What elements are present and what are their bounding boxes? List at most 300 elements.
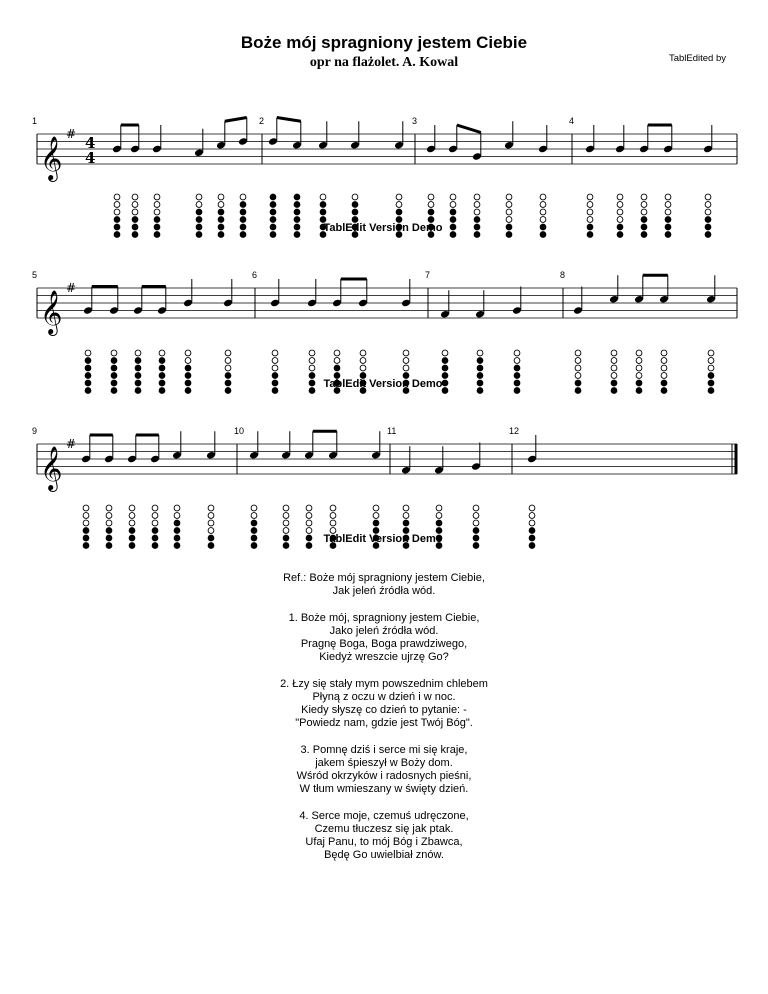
fingering-hole xyxy=(270,202,276,208)
fingering-hole xyxy=(477,350,483,356)
fingering-hole xyxy=(111,365,117,371)
fingering-hole xyxy=(251,505,257,511)
fingering-hole xyxy=(396,202,402,208)
fingering-hole xyxy=(320,209,326,215)
fingering-hole xyxy=(240,232,246,238)
fingering-hole xyxy=(218,202,224,208)
note-beam xyxy=(457,125,481,133)
fingering-hole xyxy=(705,202,711,208)
fingering-hole xyxy=(506,232,512,238)
fingering-hole xyxy=(225,373,231,379)
fingering-hole xyxy=(272,350,278,356)
fingering-hole xyxy=(111,380,117,386)
fingering-hole xyxy=(185,380,191,386)
fingering-hole xyxy=(272,373,278,379)
fingering-hole xyxy=(514,350,520,356)
fingering-hole xyxy=(132,232,138,238)
fingering-hole xyxy=(540,232,546,238)
fingering-hole xyxy=(306,543,312,549)
fingering-hole xyxy=(283,513,289,519)
fingering-hole xyxy=(334,365,340,371)
fingering-hole xyxy=(396,209,402,215)
fingering-hole xyxy=(129,513,135,519)
lyrics-line: Płyną z oczu w dzień i w noc. xyxy=(312,691,456,703)
fingering-hole xyxy=(135,373,141,379)
fingering-hole xyxy=(617,194,623,200)
fingering-hole xyxy=(442,365,448,371)
fingering-hole xyxy=(208,513,214,519)
note-beam xyxy=(225,118,247,122)
fingering-hole xyxy=(85,388,91,394)
fingering-hole xyxy=(661,358,667,364)
fingering-hole xyxy=(529,543,535,549)
fingering-hole xyxy=(294,224,300,230)
fingering-hole xyxy=(705,217,711,223)
fingering-hole xyxy=(218,194,224,200)
fingering-hole xyxy=(106,520,112,526)
fingering-hole xyxy=(196,217,202,223)
fingering-hole xyxy=(283,520,289,526)
fingering-hole xyxy=(506,209,512,215)
fingering-hole xyxy=(641,194,647,200)
fingering-hole xyxy=(708,373,714,379)
fingering-hole xyxy=(225,350,231,356)
fingering-hole xyxy=(617,232,623,238)
fingering-hole xyxy=(587,224,593,230)
lyrics-stanza xyxy=(0,678,768,730)
fingering-hole xyxy=(132,202,138,208)
fingering-hole xyxy=(373,520,379,526)
fingering-hole xyxy=(403,350,409,356)
fingering-hole xyxy=(506,224,512,230)
lyrics-stanza xyxy=(0,572,768,598)
fingering-hole xyxy=(196,194,202,200)
measure-number: 1 xyxy=(32,116,38,126)
fingering-hole xyxy=(159,358,165,364)
fingering-hole xyxy=(575,358,581,364)
fingering-hole xyxy=(251,520,257,526)
lyrics-stanza xyxy=(0,612,768,664)
fingering-hole xyxy=(196,232,202,238)
fingering-hole xyxy=(129,535,135,541)
fingering-hole xyxy=(661,373,667,379)
fingering-hole xyxy=(208,520,214,526)
fingering-hole xyxy=(474,209,480,215)
fingering-hole xyxy=(360,358,366,364)
fingering-hole xyxy=(135,380,141,386)
fingering-hole xyxy=(159,380,165,386)
fingering-hole xyxy=(529,535,535,541)
fingering-hole xyxy=(540,217,546,223)
fingering-hole xyxy=(225,358,231,364)
fingering-hole xyxy=(320,194,326,200)
fingering-hole xyxy=(152,543,158,549)
fingering-hole xyxy=(185,388,191,394)
fingering-hole xyxy=(106,543,112,549)
key-signature-sharp: # xyxy=(66,437,77,451)
fingering-hole xyxy=(83,528,89,534)
fingering-hole xyxy=(473,505,479,511)
fingering-hole xyxy=(309,373,315,379)
fingering-hole xyxy=(373,505,379,511)
fingering-hole xyxy=(617,202,623,208)
fingering-hole xyxy=(617,224,623,230)
fingering-hole xyxy=(106,535,112,541)
measure-number: 4 xyxy=(569,116,575,126)
fingering-hole xyxy=(334,350,340,356)
key-signature-sharp: # xyxy=(66,127,77,141)
time-signature-bottom: 4 xyxy=(85,149,96,167)
fingering-hole xyxy=(294,232,300,238)
fingering-hole xyxy=(208,543,214,549)
fingering-hole xyxy=(135,350,141,356)
fingering-hole xyxy=(705,194,711,200)
fingering-hole xyxy=(529,528,535,534)
fingering-hole xyxy=(272,365,278,371)
fingering-hole xyxy=(708,365,714,371)
measure-number: 10 xyxy=(234,426,245,436)
fingering-hole xyxy=(85,373,91,379)
fingering-hole xyxy=(196,224,202,230)
song-subtitle: opr na flażolet. A. Kowal xyxy=(309,55,459,70)
fingering-hole xyxy=(477,358,483,364)
lyrics-line: Jako jeleń źródła wód. xyxy=(329,625,439,637)
lyrics-line: W tłum wmieszany w święty dzień. xyxy=(299,783,469,795)
fingering-hole xyxy=(154,209,160,215)
lyrics-line: 1. Boże mój, spragniony jestem Ciebie, xyxy=(288,612,480,624)
fingering-hole xyxy=(83,513,89,519)
fingering-hole xyxy=(575,388,581,394)
fingering-hole xyxy=(152,505,158,511)
fingering-hole xyxy=(360,350,366,356)
fingering-hole xyxy=(473,513,479,519)
fingering-hole xyxy=(129,528,135,534)
fingering-hole xyxy=(477,388,483,394)
fingering-hole xyxy=(240,194,246,200)
fingering-hole xyxy=(309,365,315,371)
fingering-hole xyxy=(208,528,214,534)
fingering-hole xyxy=(174,513,180,519)
fingering-hole xyxy=(135,365,141,371)
fingering-hole xyxy=(617,209,623,215)
fingering-hole xyxy=(436,505,442,511)
fingering-hole xyxy=(611,380,617,386)
measure-number: 12 xyxy=(509,426,520,436)
fingering-hole xyxy=(294,209,300,215)
fingering-hole xyxy=(661,365,667,371)
fingering-hole xyxy=(330,505,336,511)
fingering-hole xyxy=(514,373,520,379)
fingering-hole xyxy=(442,350,448,356)
fingering-hole xyxy=(708,388,714,394)
fingering-hole xyxy=(473,520,479,526)
fingering-hole xyxy=(428,202,434,208)
fingering-hole xyxy=(442,388,448,394)
fingering-hole xyxy=(611,358,617,364)
fingering-hole xyxy=(611,365,617,371)
fingering-hole xyxy=(309,388,315,394)
fingering-hole xyxy=(636,380,642,386)
fingering-hole xyxy=(540,202,546,208)
fingering-hole xyxy=(540,194,546,200)
fingering-hole xyxy=(450,224,456,230)
fingering-hole xyxy=(154,202,160,208)
fingering-hole xyxy=(294,202,300,208)
fingering-hole xyxy=(208,535,214,541)
fingering-hole xyxy=(708,350,714,356)
fingering-hole xyxy=(373,513,379,519)
fingering-hole xyxy=(185,365,191,371)
fingering-hole xyxy=(225,388,231,394)
fingering-hole xyxy=(473,543,479,549)
fingering-hole xyxy=(587,217,593,223)
fingering-hole xyxy=(450,209,456,215)
measure-number: 5 xyxy=(32,270,38,280)
watermark-text: TablEdit Version Demo xyxy=(323,533,443,545)
fingering-hole xyxy=(306,513,312,519)
treble-clef-icon: 𝄞 xyxy=(40,290,63,334)
fingering-hole xyxy=(270,217,276,223)
fingering-hole xyxy=(159,388,165,394)
lyrics-line: Jak jeleń źródła wód. xyxy=(332,585,436,597)
fingering-hole xyxy=(636,358,642,364)
fingering-hole xyxy=(85,358,91,364)
fingering-hole xyxy=(132,224,138,230)
fingering-hole xyxy=(708,358,714,364)
fingering-hole xyxy=(442,358,448,364)
fingering-hole xyxy=(708,380,714,386)
final-barline xyxy=(735,444,738,474)
fingering-hole xyxy=(428,194,434,200)
measure-number: 11 xyxy=(387,426,397,436)
fingering-hole xyxy=(641,232,647,238)
lyrics-line: 2. Łzy się stały mym powszednim chlebem xyxy=(280,678,488,690)
fingering-hole xyxy=(665,232,671,238)
measure-number: 3 xyxy=(412,116,418,126)
lyrics-line: Wśród okrzyków i radosnych pieśni, xyxy=(296,770,472,782)
fingering-hole xyxy=(152,535,158,541)
fingering-hole xyxy=(251,535,257,541)
fingering-hole xyxy=(129,505,135,511)
lyrics-line: jakem śpieszył w Boży dom. xyxy=(315,757,453,769)
fingering-hole xyxy=(159,373,165,379)
fingering-hole xyxy=(294,217,300,223)
fingering-hole xyxy=(208,505,214,511)
lyrics-line: Ref.: Boże mój spragniony jestem Ciebie, xyxy=(283,572,485,584)
fingering-hole xyxy=(360,365,366,371)
fingering-hole xyxy=(283,528,289,534)
lyrics xyxy=(0,572,768,876)
lyrics-line: 3. Pomnę dziś i serce mi się kraje, xyxy=(300,744,468,756)
fingering-hole xyxy=(506,202,512,208)
lyrics-line: "Powiedz nam, gdzie jest Twój Bóg". xyxy=(295,717,473,729)
fingering-hole xyxy=(218,224,224,230)
fingering-hole xyxy=(661,350,667,356)
fingering-hole xyxy=(306,528,312,534)
measure-number: 8 xyxy=(560,270,566,280)
fingering-hole xyxy=(450,217,456,223)
fingering-hole xyxy=(473,528,479,534)
fingering-hole xyxy=(114,224,120,230)
fingering-hole xyxy=(705,224,711,230)
fingering-hole xyxy=(436,520,442,526)
fingering-hole xyxy=(129,520,135,526)
fingering-hole xyxy=(240,202,246,208)
lyrics-line: Pragnę Boga, Boga prawdziwego, xyxy=(300,638,468,650)
fingering-hole xyxy=(85,350,91,356)
lyrics-line: 4. Serce moje, czemuś udręczone, xyxy=(299,810,469,822)
fingering-hole xyxy=(641,202,647,208)
fingering-hole xyxy=(240,224,246,230)
fingering-hole xyxy=(283,543,289,549)
fingering-hole xyxy=(283,505,289,511)
fingering-hole xyxy=(132,217,138,223)
fingering-hole xyxy=(450,194,456,200)
fingering-hole xyxy=(665,224,671,230)
fingering-hole xyxy=(665,217,671,223)
fingering-hole xyxy=(114,194,120,200)
fingering-hole xyxy=(225,380,231,386)
fingering-hole xyxy=(705,232,711,238)
fingering-hole xyxy=(114,209,120,215)
fingering-hole xyxy=(85,380,91,386)
fingering-hole xyxy=(159,350,165,356)
fingering-hole xyxy=(152,513,158,519)
fingering-hole xyxy=(85,365,91,371)
lyrics-line: Czemu tłuczesz się jak ptak. xyxy=(314,823,454,835)
fingering-hole xyxy=(240,217,246,223)
fingering-hole xyxy=(174,535,180,541)
fingering-hole xyxy=(514,380,520,386)
lyrics-stanza xyxy=(0,810,768,862)
fingering-hole xyxy=(611,350,617,356)
fingering-hole xyxy=(661,380,667,386)
fingering-hole xyxy=(352,209,358,215)
fingering-hole xyxy=(587,202,593,208)
fingering-hole xyxy=(114,202,120,208)
fingering-hole xyxy=(474,217,480,223)
measure-number: 7 xyxy=(425,270,431,280)
fingering-hole xyxy=(477,380,483,386)
fingering-hole xyxy=(196,209,202,215)
fingering-hole xyxy=(251,513,257,519)
fingering-hole xyxy=(450,232,456,238)
measure-number: 2 xyxy=(259,116,265,126)
fingering-hole xyxy=(636,388,642,394)
fingering-hole xyxy=(450,202,456,208)
fingering-hole xyxy=(442,373,448,379)
measure-number: 9 xyxy=(32,426,38,436)
fingering-hole xyxy=(132,209,138,215)
fingering-hole xyxy=(174,543,180,549)
fingering-hole xyxy=(306,505,312,511)
fingering-hole xyxy=(506,217,512,223)
fingering-hole xyxy=(174,505,180,511)
fingering-hole xyxy=(403,505,409,511)
note-beam xyxy=(277,118,301,122)
fingering-hole xyxy=(225,365,231,371)
fingering-hole xyxy=(403,358,409,364)
fingering-hole xyxy=(529,520,535,526)
fingering-hole xyxy=(529,513,535,519)
fingering-hole xyxy=(636,365,642,371)
fingering-hole xyxy=(240,209,246,215)
fingering-hole xyxy=(641,209,647,215)
fingering-hole xyxy=(185,373,191,379)
fingering-hole xyxy=(106,505,112,511)
fingering-hole xyxy=(403,513,409,519)
lyrics-line: Kiedyż wreszcie ujrzę Go? xyxy=(319,651,449,663)
fingering-hole xyxy=(154,194,160,200)
watermark-text: TablEdit Version Demo xyxy=(323,378,443,390)
watermark-text: TablEdit Version Demo xyxy=(323,222,443,234)
fingering-hole xyxy=(309,358,315,364)
fingering-hole xyxy=(111,350,117,356)
fingering-hole xyxy=(83,520,89,526)
fingering-hole xyxy=(106,528,112,534)
fingering-hole xyxy=(330,520,336,526)
fingering-hole xyxy=(309,350,315,356)
fingering-hole xyxy=(474,224,480,230)
fingering-hole xyxy=(174,520,180,526)
fingering-hole xyxy=(251,528,257,534)
fingering-hole xyxy=(705,209,711,215)
lyrics-line: Ufaj Panu, to mój Bóg i Zbawca, xyxy=(305,836,463,848)
fingering-hole xyxy=(330,513,336,519)
fingering-hole xyxy=(665,194,671,200)
fingering-hole xyxy=(636,350,642,356)
fingering-hole xyxy=(540,209,546,215)
fingering-hole xyxy=(320,202,326,208)
treble-clef-icon: 𝄞 xyxy=(40,136,63,180)
fingering-hole xyxy=(477,373,483,379)
fingering-hole xyxy=(641,217,647,223)
lyrics-line: Będę Go uwielbiał znów. xyxy=(324,849,444,861)
fingering-hole xyxy=(587,194,593,200)
fingering-hole xyxy=(270,224,276,230)
key-signature-sharp: # xyxy=(66,281,77,295)
fingering-hole xyxy=(218,232,224,238)
fingering-hole xyxy=(154,217,160,223)
fingering-hole xyxy=(132,194,138,200)
fingering-hole xyxy=(111,388,117,394)
fingering-hole xyxy=(306,535,312,541)
fingering-hole xyxy=(272,388,278,394)
fingering-hole xyxy=(83,535,89,541)
fingering-hole xyxy=(403,520,409,526)
fingering-hole xyxy=(272,358,278,364)
fingering-hole xyxy=(294,194,300,200)
fingering-hole xyxy=(83,543,89,549)
fingering-hole xyxy=(272,380,278,386)
fingering-hole xyxy=(218,209,224,215)
fingering-hole xyxy=(334,358,340,364)
fingering-hole xyxy=(611,373,617,379)
fingering-hole xyxy=(473,535,479,541)
fingering-hole xyxy=(352,194,358,200)
fingering-hole xyxy=(152,528,158,534)
time-signature-top: 4 xyxy=(85,134,96,152)
fingering-hole xyxy=(159,365,165,371)
fingering-hole xyxy=(529,505,535,511)
song-title: Boże mój spragniony jestem Ciebie xyxy=(240,33,528,52)
fingering-hole xyxy=(154,224,160,230)
fingering-hole xyxy=(154,232,160,238)
fingering-hole xyxy=(506,194,512,200)
fingering-hole xyxy=(474,202,480,208)
fingering-hole xyxy=(135,358,141,364)
fingering-hole xyxy=(111,373,117,379)
